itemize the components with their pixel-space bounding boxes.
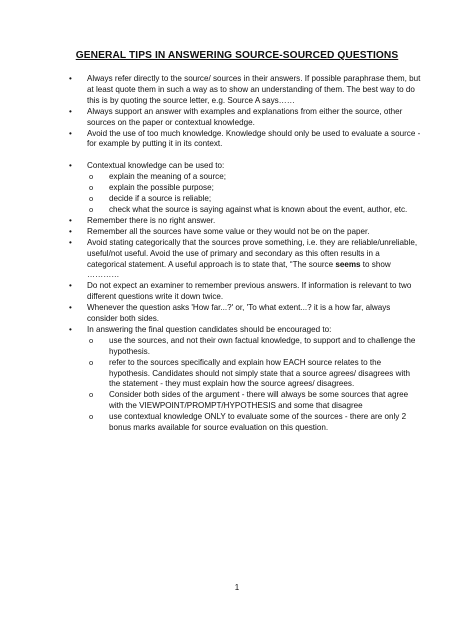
- sub-list-item: o check what the source is saying against what is known about the event, author, etc.: [69, 205, 421, 216]
- list-item: • Do not expect an examiner to remember previous answers. If information is relevant to two different questions write it down twice.: [69, 281, 421, 303]
- list-item: • Whenever the question asks 'How far...?' or, 'To what extent...? it is a how far, always consider both sides.: [69, 303, 421, 325]
- page-number: 1: [234, 583, 240, 592]
- sub-list-item: o use the sources, and not their own factual knowledge, to support and to challenge the hypothesis.: [69, 336, 421, 358]
- sub-list-item: o refer to the sources specifically and explain how EACH source relates to the hypothesis. Candidates should not simply state that a source agrees/ disagrees with the statement - they must explain how the source agrees/ disagrees.: [69, 358, 421, 391]
- sub-list-item: o Consider both sides of the argument - there will always be some sources that agree with the VIEWPOINT/PROMPT/HYPOTHESIS and some that disagree: [69, 390, 421, 412]
- page-title: GENERAL TIPS IN ANSWERING SOURCE-SOURCED QUESTIONS: [75, 50, 399, 61]
- list-item: • Remember all the sources have some value or they would not be on the paper.: [69, 227, 421, 238]
- list-item: • Avoid the use of too much knowledge. Knowledge should only be used to evaluate a source - for example by putting it in its context.: [69, 129, 421, 151]
- contextual-intro: • Contextual knowledge can be used to:: [69, 161, 421, 172]
- sub-list-item: o decide if a source is reliable;: [69, 194, 421, 205]
- categorical-text-b: to show …………: [87, 259, 391, 280]
- sub-list-item: o explain the meaning of a source;: [69, 172, 421, 183]
- spacer: [69, 150, 421, 161]
- list-item-categorical: [69, 238, 421, 282]
- categorical-text-a: Avoid stating categorically that the sources prove something, i.e. they are reliable/unreliable, useful/not useful. Avoid the use of primary and secondary as this often results in a categorical statement. A useful approach is to state that, “The source: [87, 237, 418, 269]
- list-item: • Always support an answer with examples and explanations from either the source, other sources on the paper or contextual knowledge.: [69, 107, 421, 129]
- categorical-bold-word: seems: [335, 259, 361, 269]
- list-item: • Remember there is no right answer.: [69, 216, 421, 227]
- list-item: • Always refer directly to the source/ sources in their answers. If possible paraphrase them, but at least quote them in such a way as to show an understanding of them. The best way to do this is by quoting the source letter, e.g. Source A says……: [69, 74, 421, 107]
- list-item: • In answering the final question candidates should be encouraged to:: [69, 325, 421, 336]
- document-body: [69, 74, 421, 434]
- sub-list-item: o explain the possible purpose;: [69, 183, 421, 194]
- sub-list-item: o use contextual knowledge ONLY to evaluate some of the sources - there are only 2 bonus marks available for source evaluation on this question.: [69, 412, 421, 434]
